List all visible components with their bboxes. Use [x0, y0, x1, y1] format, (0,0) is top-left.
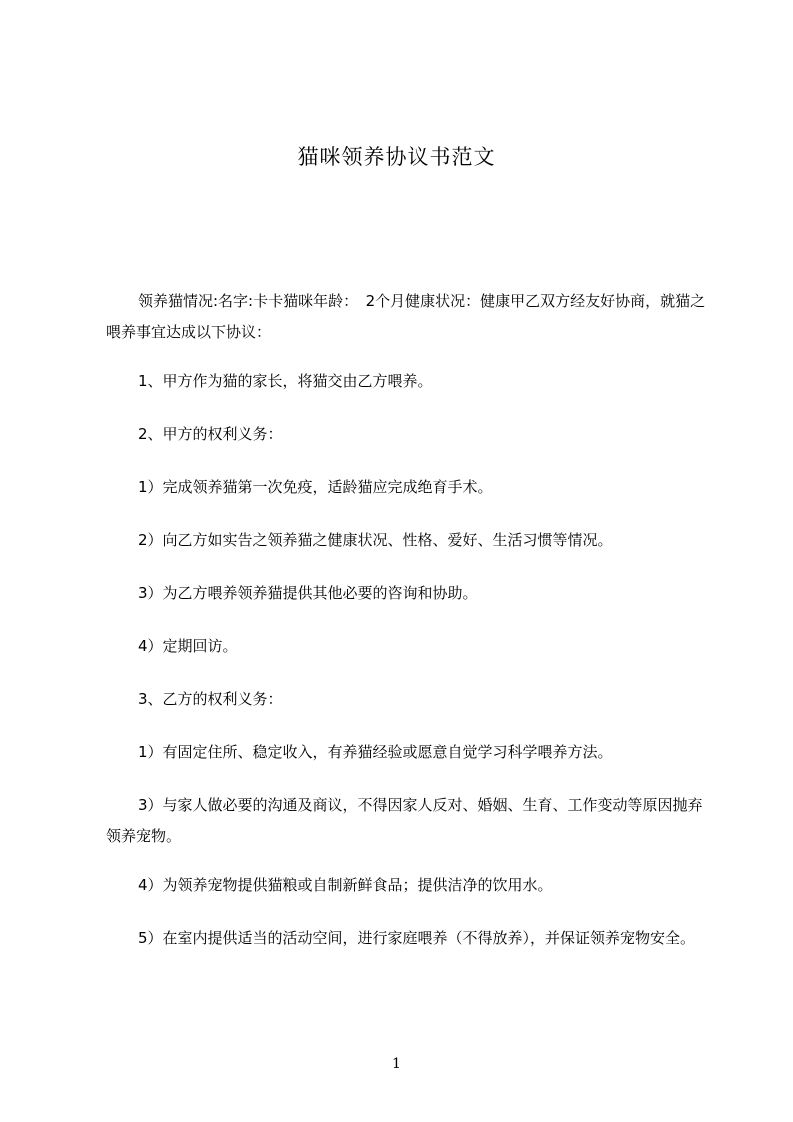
paragraph-clause-3-heading: 3、乙方的权利义务： — [138, 690, 283, 708]
paragraph-clause-2-item-1: 1）完成领养猫第一次免疫，适龄猫应完成绝育手术。 — [138, 478, 493, 496]
paragraph-clause-1: 1、甲方作为猫的家长，将猫交由乙方喂养。 — [138, 372, 433, 390]
page-number: 1 — [392, 1056, 401, 1072]
document-title: 猫咪领养协议书范文 — [297, 145, 496, 169]
paragraph-clause-3-item-4: 4）为领养宠物提供猫粮或自制新鲜食品；提供洁净的饮用水。 — [138, 876, 553, 894]
paragraph-clause-2-item-3: 3）为乙方喂养领养猫提供其他必要的咨询和协助。 — [138, 584, 478, 602]
paragraph-clause-2-heading: 2、甲方的权利义务： — [138, 425, 283, 443]
paragraph-clause-2-item-2: 2）向乙方如实告之领养猫之健康状况、性格、爱好、生活习惯等情况。 — [138, 531, 613, 549]
paragraph-clause-2-item-4: 4）定期回访。 — [138, 637, 238, 655]
paragraph-clause-3-item-1: 1）有固定住所、稳定收入，有养猫经验或愿意自觉学习科学喂养方法。 — [138, 743, 613, 761]
paragraph-clause-3-item-3: 3）与家人做必要的沟通及商议，不得因家人反对、婚姻、生育、工作变动等原因抛弃领养宠物。 — [106, 796, 703, 845]
paragraph-clause-3-item-5: 5）在室内提供适当的活动空间，进行家庭喂养（不得放养），并保证领养宠物安全。 — [138, 929, 696, 947]
paragraph-adoption-info: 领养猫情况:名字:卡卡猫咪年龄： 2个月健康状况：健康甲乙双方经友好协商，就猫之喂养事宜达成以下协议： — [106, 292, 706, 341]
